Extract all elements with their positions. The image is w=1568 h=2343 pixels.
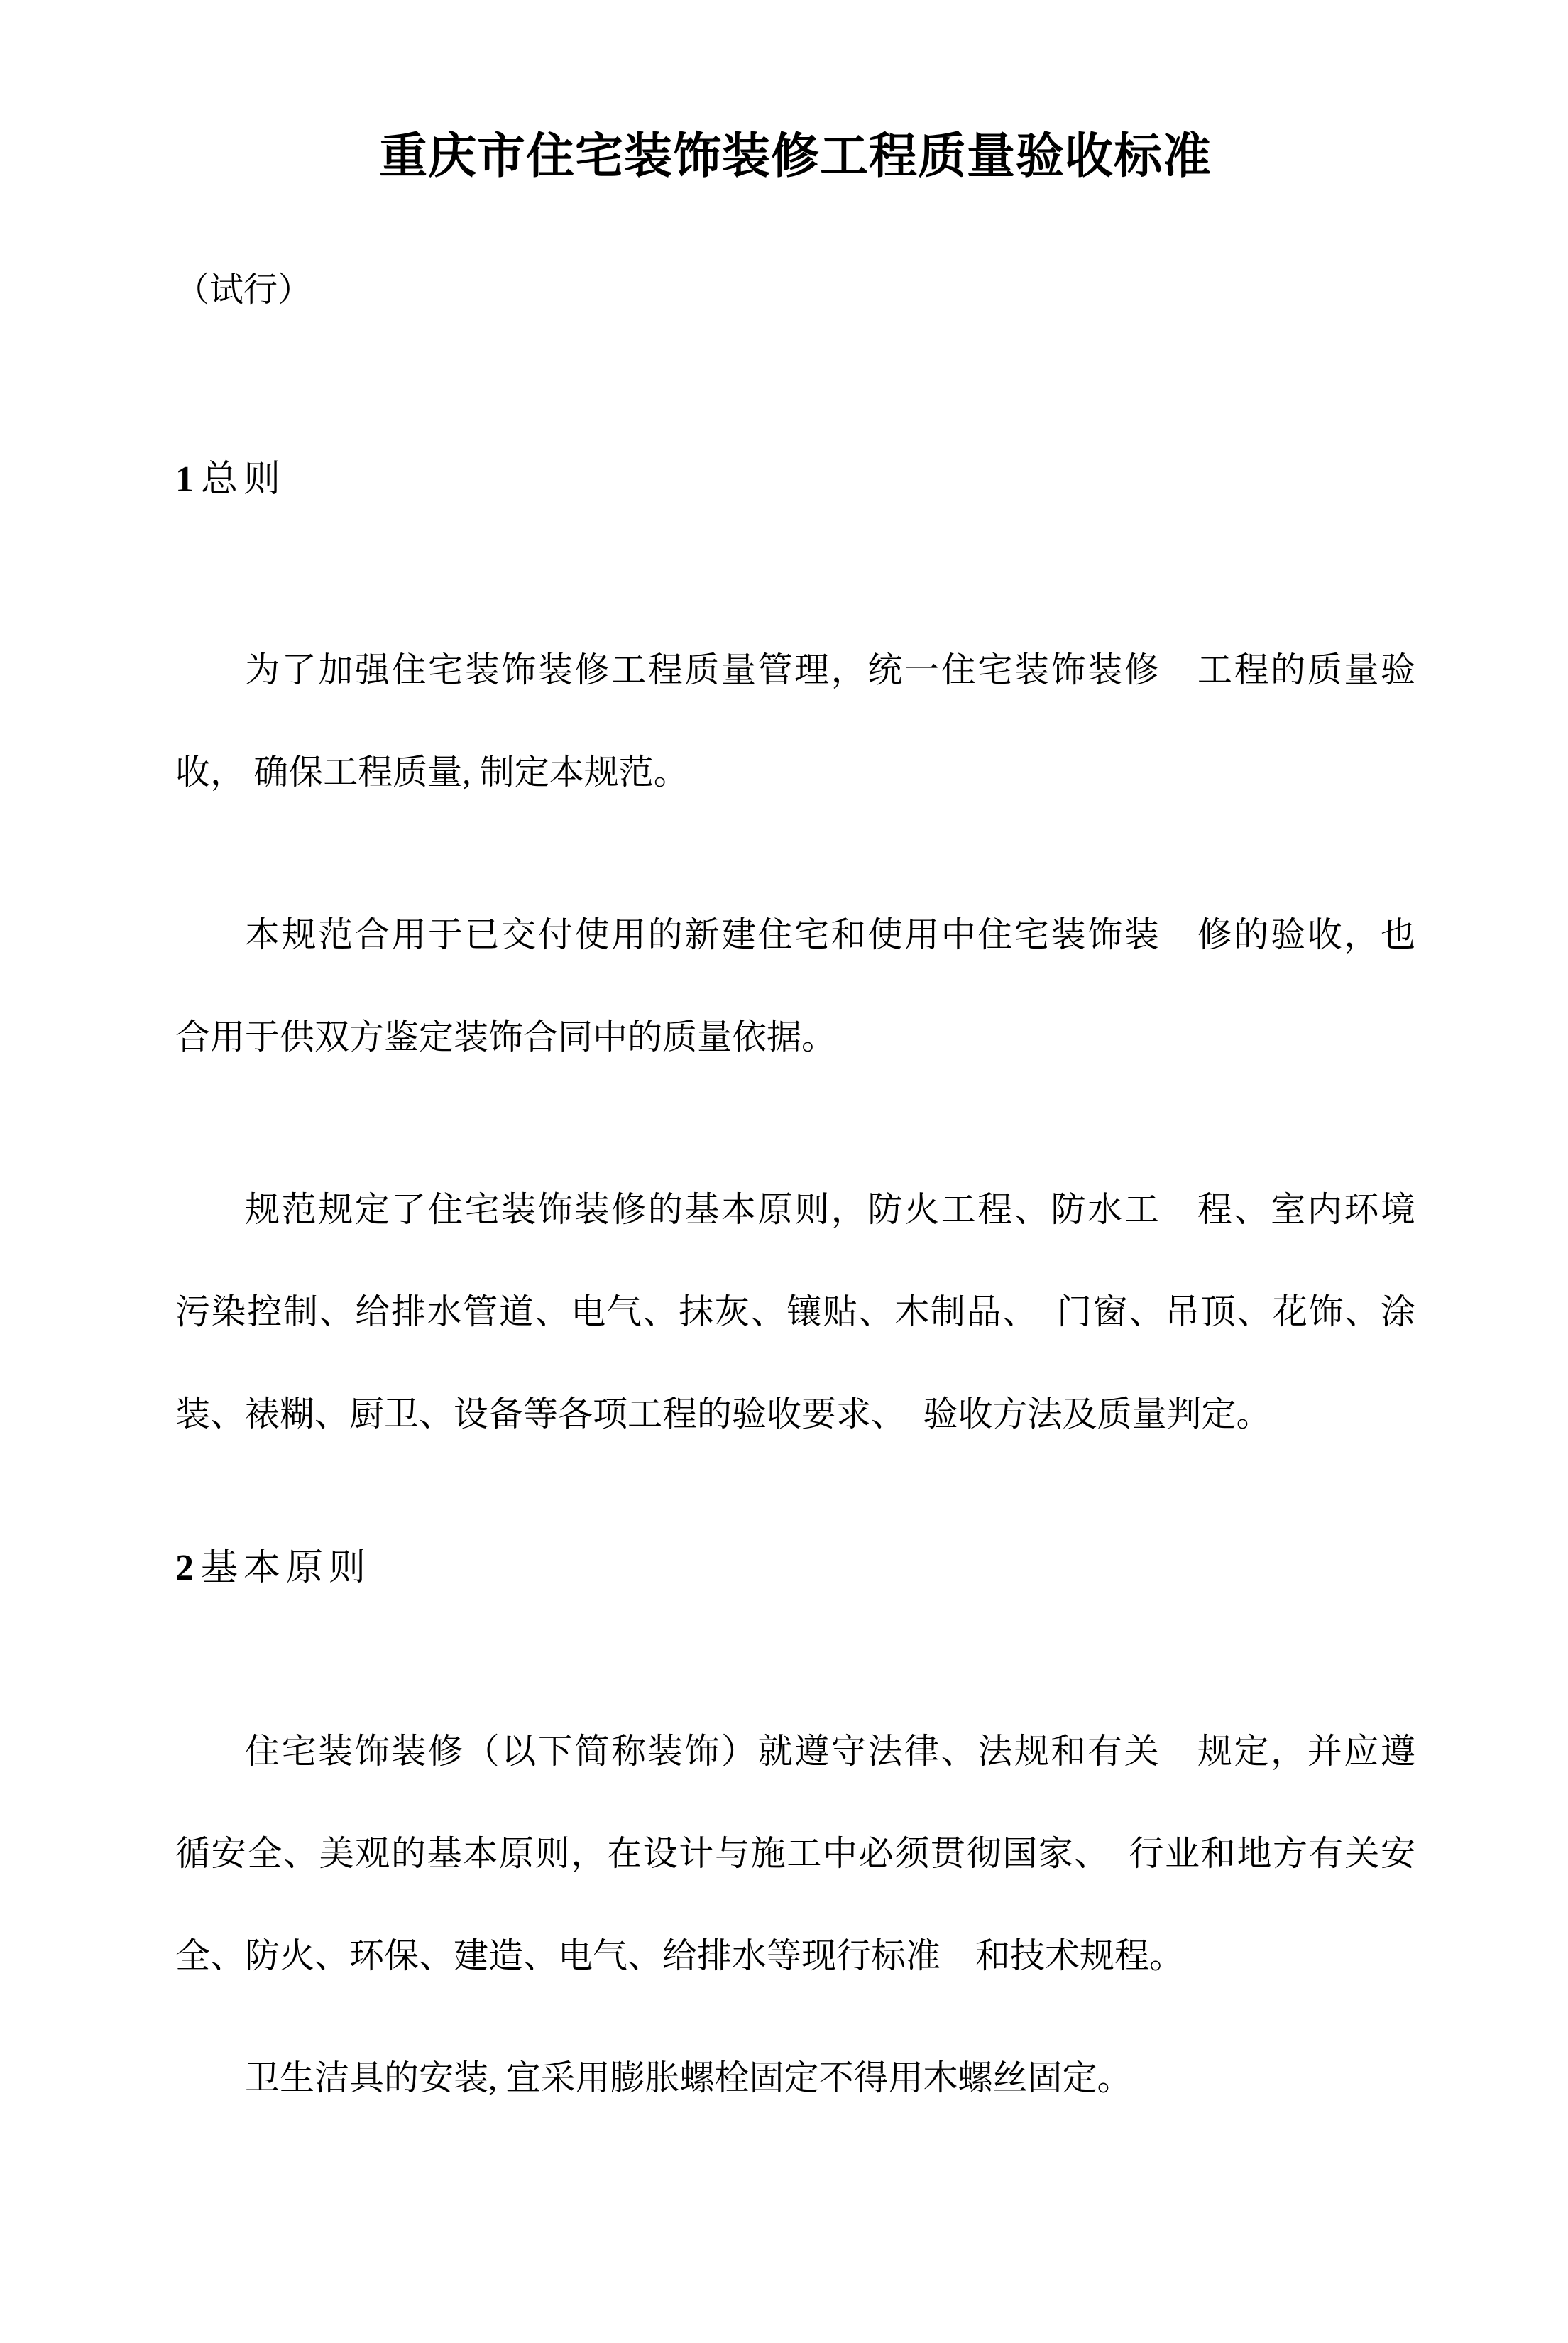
text-line: 规范规定了住宅装饰装修的基本原则，防火工程、防水工 程、室内环境 — [245, 1190, 1415, 1229]
paragraph — [175, 884, 1415, 1088]
section-2-heading — [175, 1541, 1415, 1595]
paragraph — [175, 1159, 1415, 1465]
text-line: 住宅装饰装修（以下简称装饰）就遵守法律、法规和有关 规定，并应遵 — [245, 1732, 1415, 1771]
text-line: 收， 确保工程质量, 制定本规范。 — [175, 753, 689, 792]
text-line: 全、防火、环保、建造、电气、给排水等现行标准 和技术规程。 — [175, 1936, 1185, 1975]
text-line: 本规范合用于已交付使用的新建住宅和使用中住宅装饰装 修的验收，也 — [245, 915, 1415, 954]
text-line: 污染控制、给排水管道、电气、抹灰、镶贴、木制品、 门窗、吊顶、花饰、涂 — [175, 1292, 1415, 1331]
text-line: 装、裱糊、厨卫、设备等各项工程的验收要求、 验收方法及质量判定。 — [175, 1394, 1271, 1433]
section-2-heading-label: 基本原则 — [201, 1548, 372, 1588]
section-1-number: 1 — [175, 459, 194, 500]
text-line: 循安全、美观的基本原则，在设计与施工中必须贯彻国家、 行业和地方有关安 — [175, 1834, 1415, 1873]
document-subtitle: （试行） — [175, 271, 312, 309]
text-line: 卫生洁具的安装, 宜采用膨胀螺栓固定不得用木螺丝固定。 — [245, 2058, 1132, 2097]
document-title: 重庆市住宅装饰装修工程质量验收标准 — [378, 129, 1212, 183]
text-line: 合用于供双方鉴定装饰合同中的质量依据。 — [175, 1017, 837, 1056]
paragraph — [175, 619, 1415, 824]
paragraph — [175, 2027, 1415, 2129]
section-1-heading-label: 总则 — [201, 459, 287, 500]
text-line: 为了加强住宅装饰装修工程质量管理，统一住宅装饰装修 工程的质量验 — [245, 650, 1415, 689]
section-2-number: 2 — [175, 1548, 194, 1588]
paragraph — [175, 1700, 1415, 2007]
section-1-heading — [175, 453, 1415, 506]
